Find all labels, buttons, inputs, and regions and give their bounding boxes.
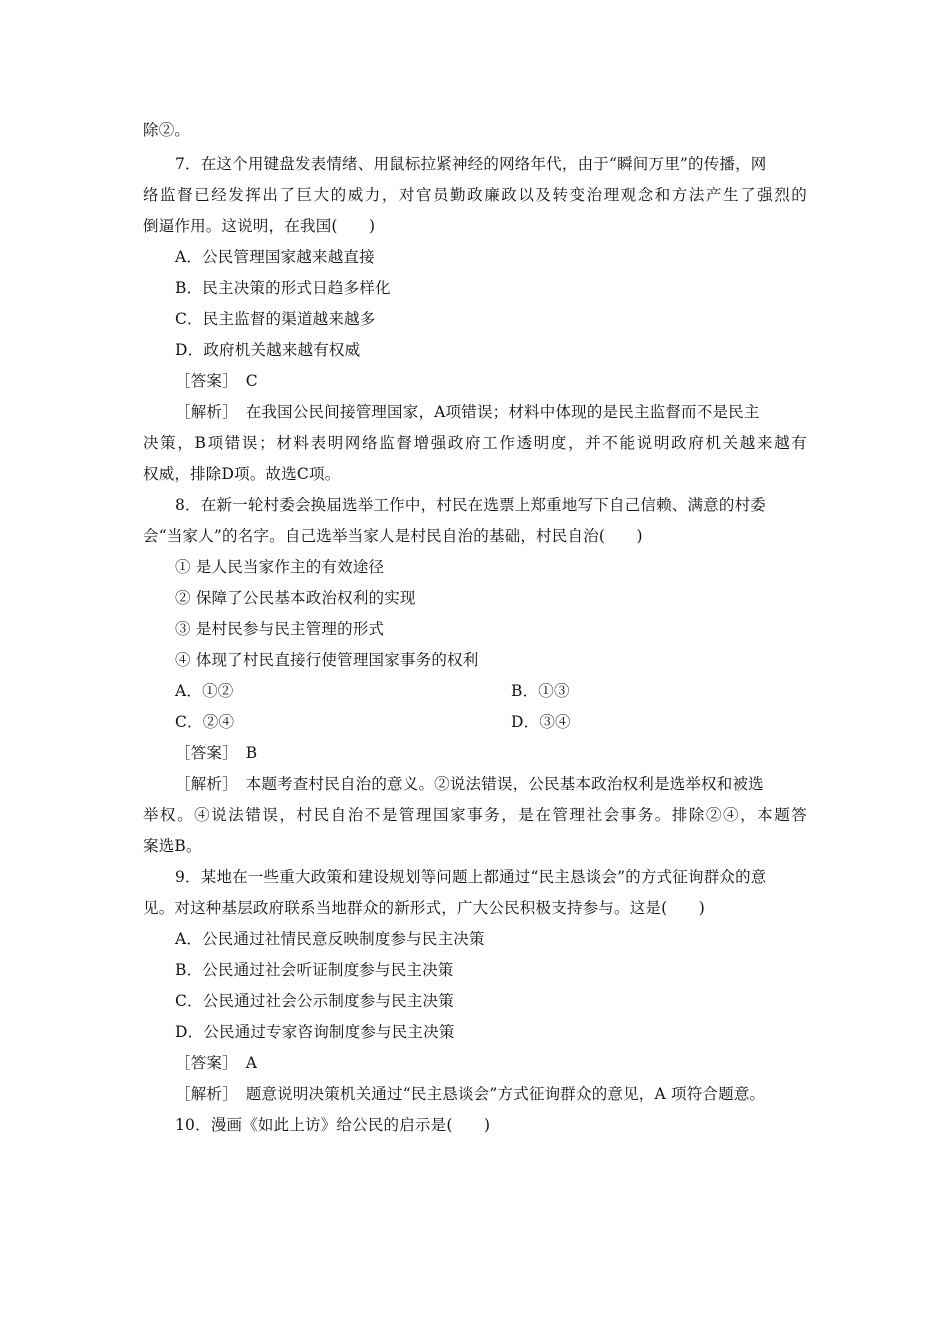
analysis-line: ［解析］ 在我国公民间接管理国家，A项错误；材料中体现的是民主监督而不是民主 <box>175 403 760 421</box>
statement-line: ① 是人民当家作主的有效途径 <box>175 558 385 576</box>
text-line: 决策，B项错误；材料表明网络监督增强政府工作透明度，并不能说明政府机关越来越有 <box>143 434 807 452</box>
question-8-stem: 8．在新一轮村委会换届选举工作中，村民在选票上郑重地写下自己信赖、满意的村委 <box>175 496 766 514</box>
answer-line: ［答案］ B <box>175 744 258 762</box>
option-line: D．③④ <box>511 713 571 731</box>
question-10-stem: 10．漫画《如此上访》给公民的启示是( ) <box>175 1116 491 1134</box>
option-line: C．民主监督的渠道越来越多 <box>175 310 376 328</box>
option-line: D．公民通过专家咨询制度参与民主决策 <box>175 1023 455 1041</box>
text-line: 举权。④说法错误，村民自治不是管理国家事务，是在管理社会事务。排除②④，本题答 <box>143 806 807 824</box>
option-line: A．①② <box>175 682 234 700</box>
question-7-stem: 7．在这个用键盘发表情绪、用鼠标拉紧神经的网络年代，由于“瞬间万里”的传播，网 <box>175 155 767 173</box>
option-line: A．公民管理国家越来越直接 <box>175 248 375 266</box>
text-line: 络监督已经发挥出了巨大的威力，对官员勤政廉政以及转变治理观念和方法产生了强烈的 <box>143 186 807 204</box>
question-9-stem: 9．某地在一些重大政策和建设规划等问题上都通过“民主恳谈会”的方式征询群众的意 <box>175 868 767 886</box>
text-line: 倒逼作用。这说明，在我国( ) <box>143 217 376 235</box>
option-line: C．②④ <box>175 713 235 731</box>
text-line: 案选B。 <box>143 837 202 855</box>
option-line: C．公民通过社会公示制度参与民主决策 <box>175 992 454 1010</box>
analysis-line: ［解析］ 本题考查村民自治的意义。②说法错误，公民基本政治权利是选举权和被选 <box>175 775 764 793</box>
text-line: 见。对这种基层政府联系当地群众的新形式，广大公民积极支持参与。这是( ) <box>143 899 705 917</box>
option-line: D．政府机关越来越有权威 <box>175 341 361 359</box>
text-line: 权威，排除D项。故选C项。 <box>143 465 341 483</box>
option-line: A．公民通过社情民意反映制度参与民主决策 <box>175 930 485 948</box>
answer-line: ［答案］ C <box>175 372 258 390</box>
analysis-line: ［解析］ 题意说明决策机关通过“民主恳谈会”方式征询群众的意见，A 项符合题意。 <box>175 1085 766 1103</box>
statement-line: ④ 体现了村民直接行使管理国家事务的权利 <box>175 651 479 669</box>
option-line: B．公民通过社会听证制度参与民主决策 <box>175 961 454 979</box>
text-line: 会“当家人”的名字。自己选举当家人是村民自治的基础，村民自治( ) <box>143 527 643 545</box>
statement-line: ② 保障了公民基本政治权利的实现 <box>175 589 416 607</box>
option-line: B．①③ <box>511 682 570 700</box>
option-line: B．民主决策的形式日趋多样化 <box>175 279 391 297</box>
statement-line: ③ 是村民参与民主管理的形式 <box>175 620 385 638</box>
answer-line: ［答案］ A <box>175 1054 258 1072</box>
text-line: 除②。 <box>143 121 191 139</box>
